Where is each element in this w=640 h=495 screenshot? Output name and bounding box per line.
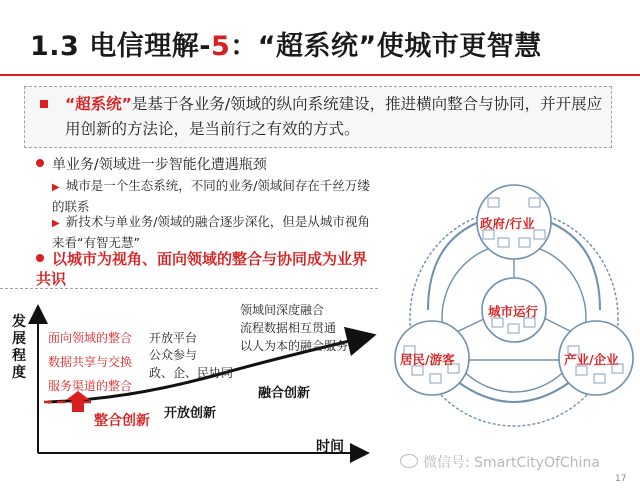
- label-government: 政府/行业: [480, 216, 535, 231]
- stage2-note-3: 政、企、民协同: [149, 366, 234, 380]
- stage1-note-1: 面向领域的整合: [48, 331, 133, 345]
- stage2-note-1: 开放平台: [149, 331, 198, 345]
- stage2-note-2: 公众参与: [149, 348, 198, 362]
- diagram-graphic: [388, 150, 636, 490]
- square-bullet-icon: [40, 100, 48, 108]
- triangle-arrow-icon: ▶: [52, 182, 60, 193]
- callout-body: 是基于各业务/领域的纵向系统建设，推进横向整合与协同，并开展应用创新的方法论，是当前行之有效的方式。: [65, 95, 603, 138]
- page-title: [30, 24, 542, 63]
- stage3-note-1: 领域间深度融合: [240, 303, 325, 317]
- y-axis-label: 发展程度: [12, 314, 26, 381]
- stage1-note-3: 服务渠道的整合: [48, 379, 133, 393]
- bullet-2: [36, 249, 376, 289]
- flow-arc-left: [428, 220, 484, 310]
- stage3-note-2: 流程数据相互贯通: [240, 321, 337, 335]
- bullet-2-text: 以城市为视角、面向领域的整合与协同成为业界共识: [36, 250, 368, 288]
- stage3-label: 融合创新: [258, 386, 311, 401]
- bullet-dot-icon: [36, 254, 44, 262]
- label-industry: 产业/企业: [564, 352, 619, 367]
- title-suffix: ：“超系统”使城市更智慧: [230, 31, 542, 62]
- title-prefix: 1.3 电信理解-: [30, 31, 211, 62]
- page-number: 17: [615, 474, 627, 484]
- label-city-operation: 城市运行: [488, 304, 539, 319]
- flow-arc-right: [544, 220, 600, 310]
- callout-highlight: “超系统”: [65, 95, 132, 113]
- development-chart: [0, 288, 380, 495]
- sub-bullet-1: [52, 176, 382, 216]
- title-divider: [0, 74, 640, 76]
- sub-bullet-2-text: 新技术与单业务/领域的融合逐步深化，但是从城市视角来看“有智无慧”: [52, 214, 370, 250]
- stage1-label: 整合创新: [94, 413, 150, 429]
- bullet-dot-icon: [36, 159, 44, 167]
- wechat-icon: [400, 454, 418, 468]
- stage3-note-3: 以人为本的融合服务: [240, 339, 349, 353]
- definition-callout: [24, 86, 612, 148]
- sub-bullet-1-text: 城市是一个生态系统，不同的业务/领域间存在千丝万缕的联系: [52, 178, 370, 214]
- watermark-text: 微信号: SmartCityOfChina: [423, 455, 600, 471]
- title-number: 5: [210, 31, 231, 62]
- stage1-note-2: 数据共享与交换: [48, 355, 133, 369]
- label-residents: 居民/游客: [400, 352, 455, 367]
- triangle-arrow-icon: ▶: [52, 218, 60, 229]
- super-system-diagram: [388, 150, 636, 490]
- sub-bullet-2: [52, 212, 382, 252]
- callout-text: [65, 92, 605, 142]
- stage2-label: 开放创新: [164, 406, 217, 421]
- bullet-1: [36, 154, 267, 174]
- bullet-1-text: 单业务/领域进一步智能化遭遇瓶颈: [52, 157, 267, 173]
- x-axis-label: 时间: [316, 439, 344, 455]
- watermark: [400, 452, 600, 472]
